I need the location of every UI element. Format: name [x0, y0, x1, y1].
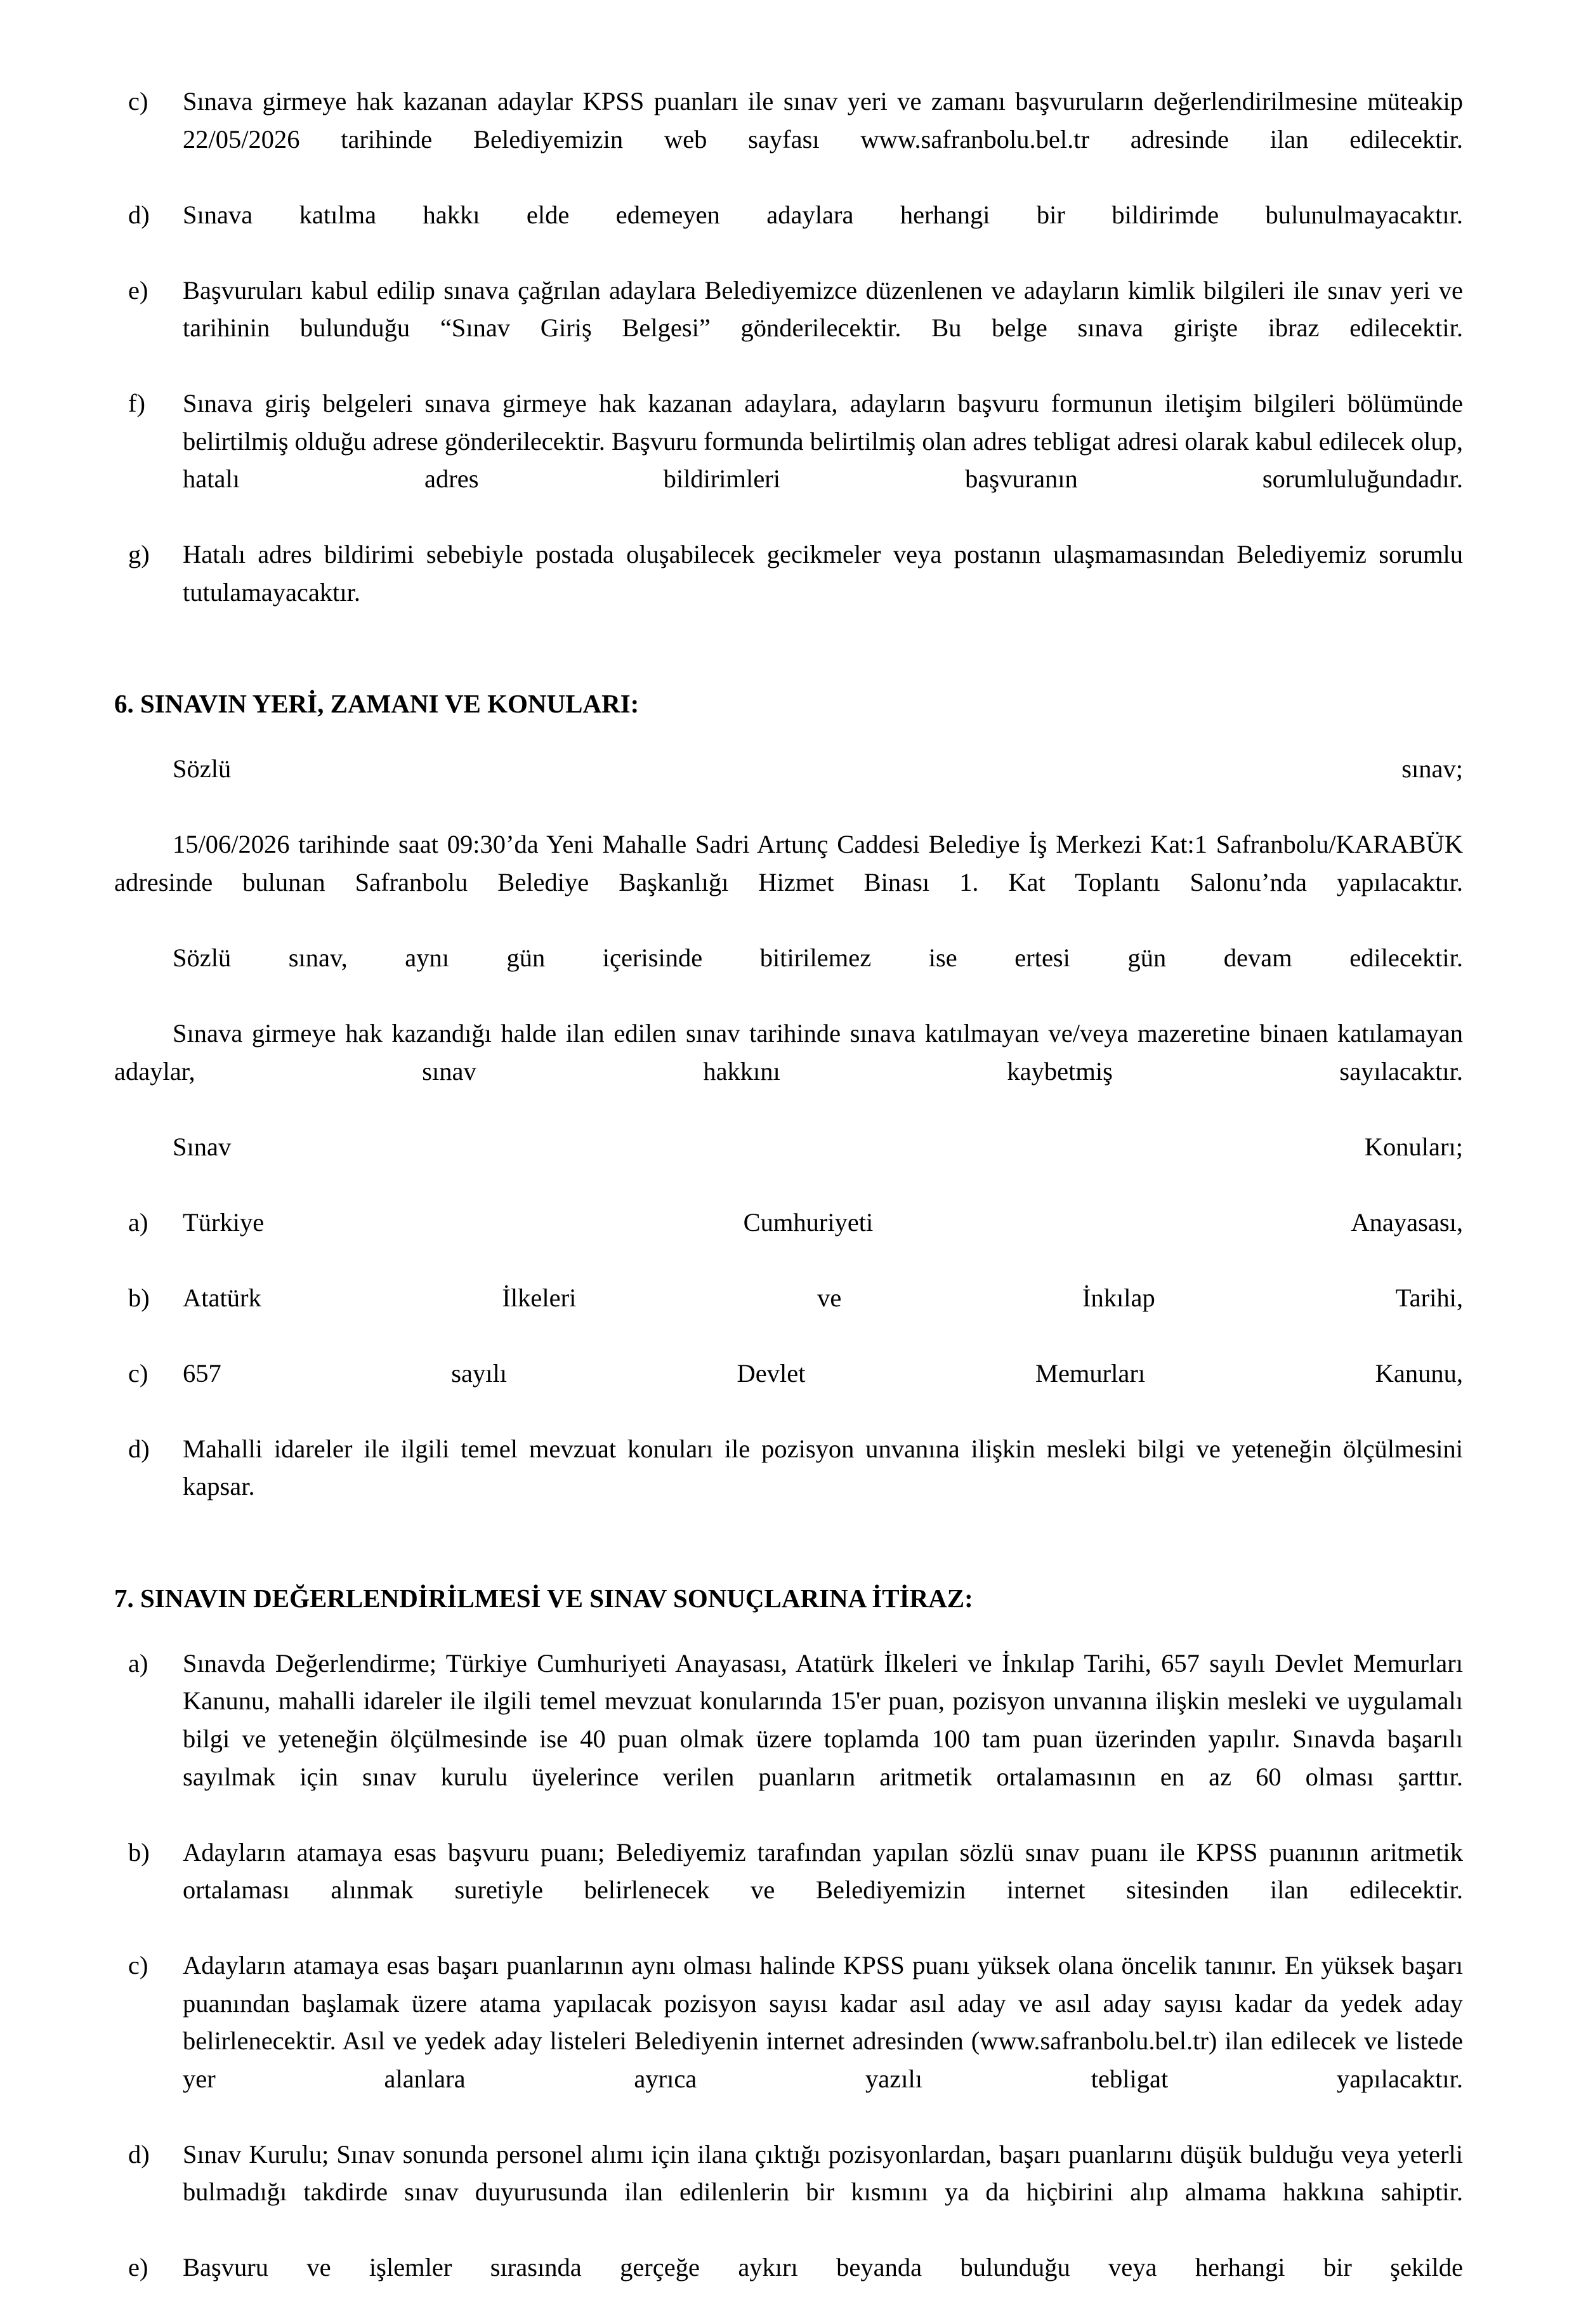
list-item-text: Sınava katılma hakkı elde edemeyen adaylara herhangi bir bildirimde bulunulmayacaktır.: [183, 200, 1463, 229]
exam-topics-list: [114, 1204, 1463, 1544]
section-6-paragraph-continuation: Sözlü sınav, aynı gün içerisinde bitirilemez ise ertesi gün devam edilecektir.: [173, 943, 1463, 973]
list-marker: a): [128, 1207, 148, 1237]
list-item: [114, 1430, 1463, 1544]
list-item: [114, 535, 1463, 649]
document-body: [114, 82, 1463, 2324]
list-item-text: Sınava girmeye hak kazanan adaylar KPSS puanları ile sınav yeri ve zamanı başvuruların değerlendirilmesine müteakip 22/05/2026 tarihinde Belediyemizin web sayfası www.safranbolu.bel.tr adresinde ilan edilecektir.: [183, 87, 1463, 154]
spacer: [114, 649, 1463, 686]
list-item: [114, 82, 1463, 196]
list-item-text: Mahalli idareler ile ilgili temel mevzuat konuları ile pozisyon unvanına ilişkin mesleki bilgi ve yeteneğin ölçülmesini kapsar.: [183, 1434, 1463, 1501]
list-item: [114, 1645, 1463, 1834]
list-item: [114, 1947, 1463, 2136]
list-item: [114, 1355, 1463, 1430]
spacer: [114, 1544, 1463, 1580]
list-marker: f): [128, 389, 145, 418]
list-item: [114, 1279, 1463, 1355]
section-7-heading: 7. SINAVIN DEĞERLENDİRİLMESİ VE SINAV SONUÇLARINA İTİRAZ:: [114, 1583, 973, 1613]
list-item-text: Adayların atamaya esas başvuru puanı; Belediyemiz tarafından yapılan sözlü sınav puanı ile KPSS puanının aritmetik ortalaması alınmak suretiyle belirlenecek ve Belediyemizin internet sitesinden ilan edilecektir.: [183, 1837, 1463, 1905]
list-marker: d): [128, 2139, 150, 2169]
list-item-text: Türkiye Cumhuriyeti Anayasası,: [183, 1207, 1463, 1237]
section-6-paragraph-sozlu-sinav: Sözlü sınav;: [173, 754, 1463, 784]
list-marker: a): [128, 1648, 148, 1677]
list-item-text: Başvuru ve işlemler sırasında gerçeğe aykırı beyanda bulunduğu veya herhangi bir şekilde: [183, 2253, 1463, 2282]
list-item-text: 657 sayılı Devlet Memurları Kanunu,: [183, 1358, 1463, 1388]
list-marker: b): [128, 1283, 150, 1312]
list-item: [114, 272, 1463, 385]
list-item: [114, 2249, 1463, 2324]
list-item: [114, 384, 1463, 535]
section-6-paragraph-venue: 15/06/2026 tarihinde saat 09:30’da Yeni Mahalle Sadri Artunç Caddesi Belediye İş Merkezi Kat:1 Safranbolu/KARABÜK adresinde bulunan Safranbolu Belediye Başkanlığı Hizmet Binası 1. Kat Toplantı Salonu’nda yapılacaktır.: [114, 830, 1463, 896]
list-item: [114, 2136, 1463, 2249]
list-item-text: Sınava giriş belgeleri sınava girmeye hak kazanan adaylara, adayların başvuru formunun iletişim bilgileri bölümünde belirtilmiş olduğu adrese gönderilecektir. Başvuru formunda belirtilmiş olan adres tebligat adresi olarak kabul edilecek olup, hatalı adres bildirimleri başvuranın sorumluluğundadır.: [183, 389, 1463, 494]
list-marker: c): [128, 87, 148, 115]
list-item-text: Atatürk İlkeleri ve İnkılap Tarihi,: [183, 1283, 1463, 1312]
list-marker: c): [128, 1951, 148, 1980]
list-marker: d): [128, 1434, 150, 1463]
list-item-text: Sınavda Değerlendirme; Türkiye Cumhuriyeti Anayasası, Atatürk İlkeleri ve İnkılap Tarihi, 657 sayılı Devlet Memurları Kanunu, mahalli idareler ile ilgili temel mevzuat konularında 15'er puan, pozisyon unvanına ilişkin mesleki ve uygulamalı bilgi ve yeteneğin ölçülmesinde ise 40 puan olmak üzere toplamda 100 tam puan üzerinden yapılır. Sınavda başarılı sayılmak için sınav kurulu üyelerince verilen puanların aritmetik ortalamasının en az 60 olması şarttır.: [183, 1648, 1463, 1791]
list-item-text: Sınav Kurulu; Sınav sonunda personel alımı için ilana çıktığı pozisyonlardan, başarı puanlarını düşük bulduğu veya yeterli bulmadığı takdirde sınav duyurusunda ilan edilenlerin bir kısmını ya da hiçbirini alıp almama hakkına sahiptir.: [183, 2139, 1463, 2207]
list-item-text: Başvuruları kabul edilip sınava çağrılan adaylara Belediyemizce düzenlenen ve adayların kimlik bilgileri ile sınav yeri ve tarihinin bulunduğu “Sınav Giriş Belgesi” gönderilecektir. Bu belge sınava girişte ibraz edilecektir.: [183, 275, 1463, 343]
list-item: [114, 196, 1463, 272]
list-item-text: Adayların atamaya esas başarı puanlarının aynı olması halinde KPSS puanı yüksek olana öncelik tanınır. En yüksek başarı puanından başlamak üzere atama yapılacak pozisyon sayısı kadar asıl aday ve asıl aday sayısı kadar da yedek aday belirlenecektir. Asıl ve yedek aday listeleri Belediyenin internet adresinden (www.safranbolu.bel.tr) ilan edilecek ve listede yer alanlara ayrıca yazılı tebligat yapılacaktır.: [183, 1951, 1463, 2093]
evaluation-clause-list: [114, 1645, 1463, 2324]
list-marker: e): [128, 275, 148, 305]
announcement-clause-list: [114, 82, 1463, 649]
spacer: [114, 722, 1463, 750]
section-6-paragraph-topics-label: Sınav Konuları;: [173, 1132, 1463, 1161]
list-marker: b): [128, 1837, 150, 1867]
list-marker: e): [128, 2253, 148, 2282]
list-item: [114, 1834, 1463, 1947]
spacer: [114, 1617, 1463, 1645]
list-item: [114, 1204, 1463, 1279]
list-marker: d): [128, 200, 150, 229]
list-marker: g): [128, 540, 150, 569]
section-6-heading: 6. SINAVIN YERİ, ZAMANI VE KONULARI:: [114, 688, 639, 718]
section-6-paragraph-absence: Sınava girmeye hak kazandığı halde ilan edilen sınav tarihinde sınava katılmayan ve/veya mazeretine binaen katılamayan adaylar, sınav hakkını kaybetmiş sayılacaktır.: [114, 1019, 1463, 1086]
list-item-text: Hatalı adres bildirimi sebebiyle postada oluşabilecek gecikmeler veya postanın ulaşmamasından Belediyemiz sorumlu tutulamayacaktır.: [183, 540, 1463, 607]
list-marker: c): [128, 1358, 148, 1388]
